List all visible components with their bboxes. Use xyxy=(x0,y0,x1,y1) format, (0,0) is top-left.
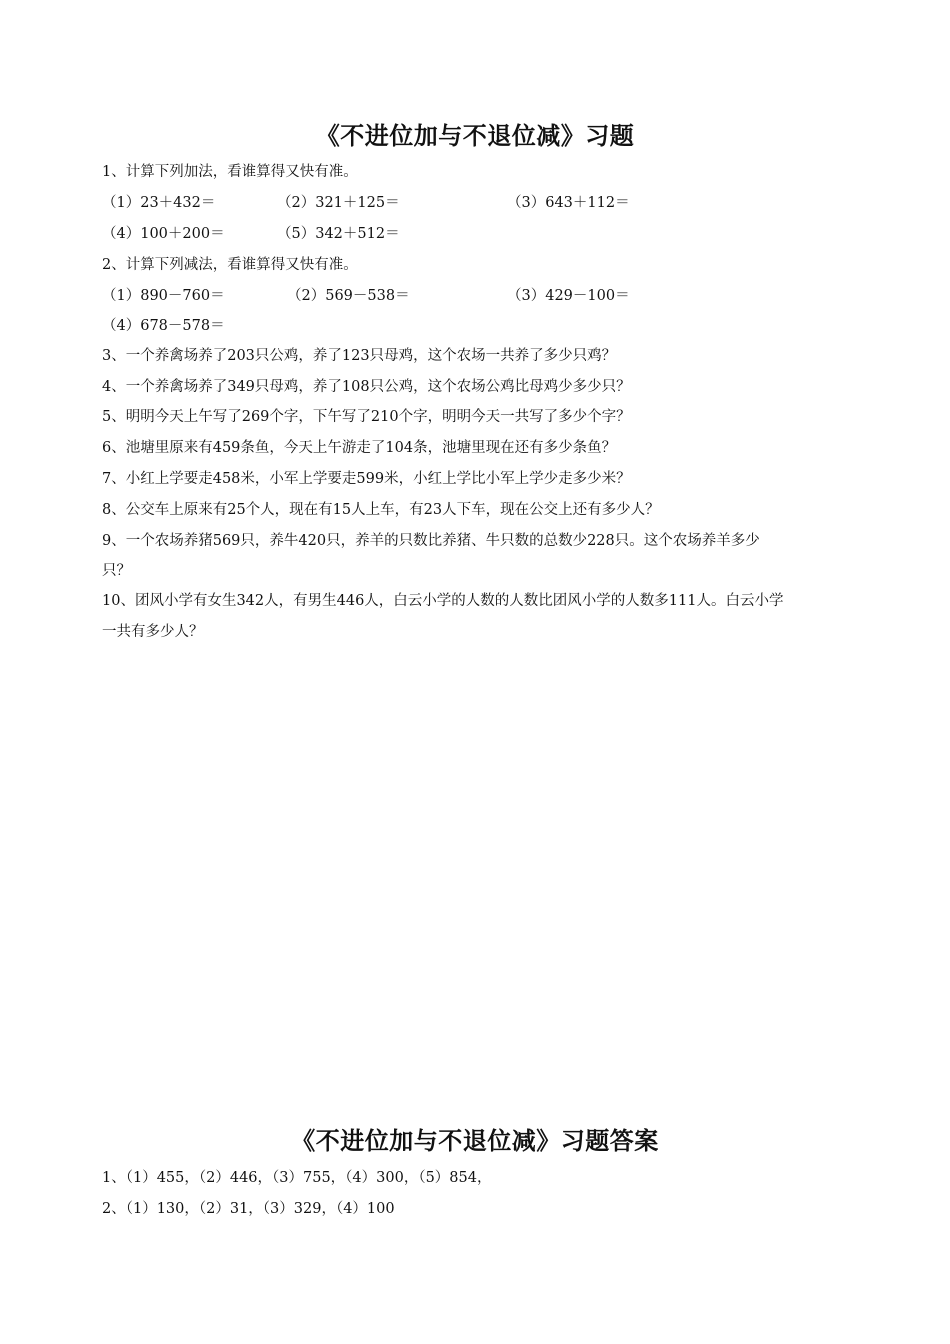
q2-item: （1）890－760＝ xyxy=(102,288,225,304)
q2-item: （3）429－100＝ xyxy=(507,288,630,304)
q1-item: （5）342＋512＝ xyxy=(277,226,400,242)
q1-item: （1）23＋432＝ xyxy=(102,195,216,211)
q2-item: （4）678－578＝ xyxy=(102,318,225,334)
q1-item: （4）100＋200＝ xyxy=(102,226,225,242)
q2-item: （2）569－538＝ xyxy=(287,288,410,304)
problem-9-line2: 只？ xyxy=(102,563,131,579)
exercise-title: 《不进位加与不退位减》习题 xyxy=(315,121,635,150)
q1-item: （2）321＋125＝ xyxy=(277,195,400,211)
problem-4: 4、一个养禽场养了349只母鸡，养了108只公鸡，这个农场公鸡比母鸡少多少只？ xyxy=(102,379,631,395)
answer-line-2: 2、（1）130，（2）31，（3）329，（4）100 xyxy=(102,1201,395,1217)
answers-title: 《不进位加与不退位减》习题答案 xyxy=(291,1126,659,1155)
problem-5: 5、明明今天上午写了269个字，下午写了210个字，明明今天一共写了多少个字？ xyxy=(102,409,631,425)
q1-heading: 1、计算下列加法，看谁算得又快有准。 xyxy=(102,164,358,180)
answer-line-1: 1、（1）455，（2）446，（3）755，（4）300，（5）854， xyxy=(102,1170,492,1186)
q1-item: （3）643＋112＝ xyxy=(507,195,630,211)
problem-7: 7、小红上学要走458米，小军上学要走599米，小红上学比小军上学少走多少米？ xyxy=(102,471,631,487)
problem-6: 6、池塘里原来有459条鱼，今天上午游走了104条，池塘里现在还有多少条鱼？ xyxy=(102,440,617,456)
q2-heading: 2、计算下列减法，看谁算得又快有准。 xyxy=(102,257,358,273)
problem-9-line1: 9、一个农场养猪569只，养牛420只，养羊的只数比养猪、牛只数的总数少228只。这个农场养羊多少 xyxy=(102,533,760,549)
problem-3: 3、一个养禽场养了203只公鸡，养了123只母鸡，这个农场一共养了多少只鸡？ xyxy=(102,348,617,364)
problem-10-line1: 10、团风小学有女生342人，有男生446人，白云小学的人数的人数比团风小学的人数多111人。白云小学 xyxy=(102,593,784,609)
problem-8: 8、公交车上原来有25个人，现在有15人上车，有23人下车，现在公交上还有多少人？ xyxy=(102,502,660,518)
problem-10-line2: 一共有多少人？ xyxy=(102,624,204,640)
